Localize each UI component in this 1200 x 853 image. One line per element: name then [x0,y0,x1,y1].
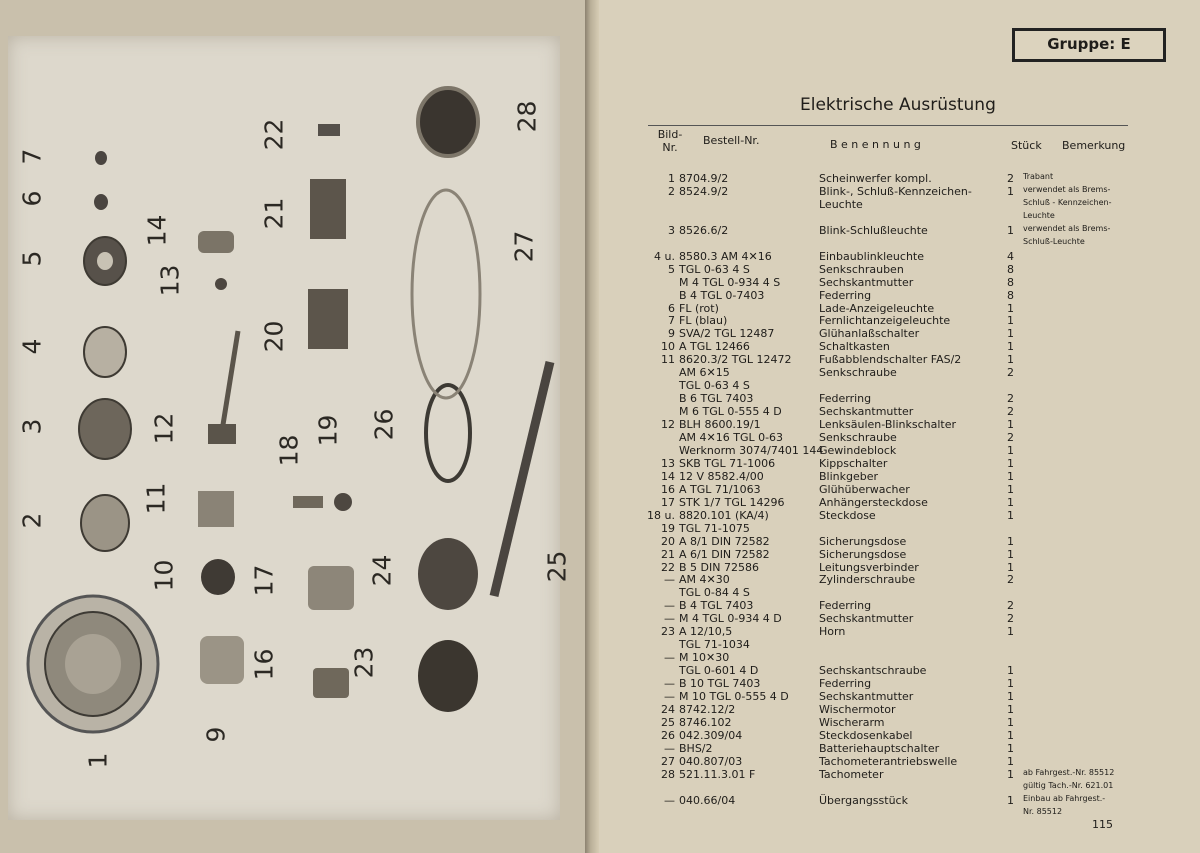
table-row [641,224,1141,237]
bemerkung-cell: verwendet als Brems- [1023,184,1111,194]
benennung-cell: Übergangsstück [819,793,908,807]
benennung-cell: Tachometerantriebswelle [819,754,958,768]
benennung-cell: Lade-Anzeigeleuchte [819,301,935,315]
page-number: 115 [1092,818,1113,831]
benennung-cell: Glühanlaßschalter [819,327,920,341]
bestell-cell: A 12/10,5 [679,625,733,639]
table-row [641,664,1141,677]
bild-cell: 5 [668,262,675,276]
part-label: 17 [249,564,279,597]
stueck-cell: 1 [1007,677,1014,691]
table-row [641,612,1141,625]
benennung-cell: Gewindeblock [819,443,897,457]
table-row [641,211,1141,224]
benennung-cell: Anhängersteckdose [819,495,928,509]
bemerkung-cell: Einbau ab Fahrgest.- [1023,793,1106,803]
table-row [641,457,1141,470]
bestell-cell: 8704.9/2 [679,172,729,185]
bemerkung-cell: gültig Tach.-Nr. 621.01 [1023,780,1114,790]
speedometer-shape [418,88,478,156]
table-row [641,651,1141,664]
table-row [641,483,1141,496]
part-label: 4 [17,338,47,355]
stueck-cell: 2 [1007,599,1014,613]
column-header-benennung: B e n e n n u n g [830,138,921,151]
bestell-cell: A 6/1 DIN 72582 [679,547,770,561]
benennung-cell: Sechskantmutter [819,275,914,289]
table-row [641,677,1141,690]
bild-cell: 24 [661,702,675,716]
bild-cell: 20 [661,534,675,548]
bild-cell: — [664,690,675,703]
stueck-cell: 1 [1007,223,1014,237]
bestell-cell: SVA/2 TGL 12487 [679,327,775,341]
bild-cell: 21 [661,547,675,561]
table-row [641,263,1141,276]
bild-cell: — [664,573,675,587]
table-row [641,444,1141,457]
table-row [641,250,1141,263]
bestell-cell: 040.66/04 [679,793,736,807]
part-label: 6 [17,190,47,207]
bild-cell: 26 [661,728,675,742]
table-row [641,573,1141,586]
bestell-cell: FL (blau) [679,314,728,328]
table-row [641,755,1141,768]
part-label: 12 [149,412,179,445]
benennung-cell: Tachometer [819,767,884,781]
part-label: 5 [17,250,47,267]
table-row [641,340,1141,353]
bestell-cell: 040.807/03 [679,754,743,768]
stueck-cell: 8 [1007,275,1014,289]
table-row [641,716,1141,729]
benennung-cell: Blink-Schlußleuchte [819,223,928,237]
part-label: 27 [509,230,539,263]
table-row [641,276,1141,289]
bestell-cell: M 4 TGL 0-934 4 D [679,612,782,626]
stueck-cell: 2 [1007,172,1014,185]
table-row [641,599,1141,612]
table-row [641,561,1141,574]
column-header-bemerkung: Bemerkung [1062,139,1126,152]
benennung-cell: Sechskantmutter [819,690,914,703]
bestell-cell: M 6 TGL 0-555 4 D [679,405,782,419]
speedo-cable-shape [412,190,480,398]
benennung-cell: Einbaublinkleuchte [819,249,925,263]
bild-cell: 6 [668,301,675,315]
bestell-cell: B 4 TGL 0-7403 [679,288,765,302]
bestell-cell: A TGL 71/1063 [679,482,761,496]
stueck-cell: 1 [1007,702,1014,716]
part-label: 3 [17,418,47,435]
part-label: 1 [83,752,113,769]
column-header-bestell: Bestell-Nr. [703,134,760,147]
bestell-cell: Werknorm 3074/7401 144 [679,443,824,457]
stueck-cell: 1 [1007,495,1014,509]
stueck-cell: 1 [1007,327,1014,341]
bestell-cell: M 10✕30 [679,651,730,665]
part-label: 9 [201,726,231,743]
stueck-cell: 1 [1007,301,1014,315]
parts-illustration [8,36,560,820]
bestell-cell: B 6 TGL 7403 [679,392,754,406]
benennung-cell: Fußabblendschalter FAS/2 [819,353,962,367]
stueck-cell: 8 [1007,262,1014,276]
bild-cell: 10 [661,340,675,354]
benennung-cell: Sechskantmutter [819,612,914,626]
stueck-cell: 1 [1007,456,1014,470]
bestell-cell: A 8/1 DIN 72582 [679,534,770,548]
part-label: 20 [259,320,289,353]
stueck-cell: 1 [1007,741,1014,755]
benennung-cell: Steckdose [819,508,876,522]
table-row [641,548,1141,561]
bild-cell: 22 [661,560,675,574]
benennung-cell: Fernlichtanzeigeleuchte [819,314,951,328]
table-row [641,392,1141,405]
bestell-cell: 042.309/04 [679,728,743,742]
stueck-cell: 1 [1007,353,1014,367]
horn-shape [418,640,478,712]
table-row [641,366,1141,379]
column-header-stueck: Stück [1011,139,1042,152]
bild-cell: — [664,612,675,626]
stueck-cell: 1 [1007,482,1014,496]
benennung-cell: Leuchte [819,197,863,211]
bild-cell: 17 [661,495,675,509]
bild-cell: 28 [661,767,675,781]
stueck-cell: 1 [1007,534,1014,548]
benennung-cell: Federring [819,677,872,691]
left-page-illustration [0,0,590,853]
part-label: 18 [274,434,304,467]
table-row [641,768,1141,781]
bemerkung-cell: Schluß - Kennzeichen- [1023,197,1112,207]
benennung-cell: Wischermotor [819,702,896,716]
benennung-cell: Batteriehauptschalter [819,741,940,755]
table-row [641,405,1141,418]
bild-cell: — [664,677,675,691]
part-label: 14 [142,214,172,247]
bild-cell: 1 [668,172,675,185]
table-row [641,742,1141,755]
bestell-cell: AM 6✕15 [679,366,730,380]
table-row [641,353,1141,366]
benennung-cell: Steckdosenkabel [819,728,913,742]
stueck-cell: 1 [1007,715,1014,729]
part-label: 26 [369,408,399,441]
book-gutter [585,0,599,853]
benennung-cell: Leitungsverbinder [819,560,919,574]
benennung-cell: Kippschalter [819,456,888,470]
table-row [641,690,1141,703]
bestell-cell: TGL 71-1075 [679,521,750,535]
socket-cable-shape [426,385,470,481]
stueck-cell: 4 [1007,249,1014,263]
bild-cell: 25 [661,715,675,729]
benennung-cell: Lenksäulen-Blinkschalter [819,418,957,432]
flasher-shape [198,231,234,253]
bestell-cell: A TGL 12466 [679,340,750,354]
bild-cell: 11 [661,353,675,367]
header-rule [648,125,1128,126]
table-row [641,496,1141,509]
part-label: 11 [141,482,171,515]
part-label: 13 [155,264,185,297]
stueck-cell: 2 [1007,405,1014,419]
bild-cell: 4 u. [654,249,675,263]
part-label: 21 [259,197,289,230]
bemerkung-cell: Nr. 85512 [1023,806,1063,816]
benennung-cell: Horn [819,625,846,639]
bestell-cell: 8742.12/2 [679,702,736,716]
table-row [641,729,1141,742]
part-label: 10 [149,559,179,592]
part-label: 23 [349,646,379,679]
table-row [641,781,1141,794]
bestell-cell: 8746.102 [679,715,732,729]
bild-cell: — [664,793,675,807]
bemerkung-cell: Trabant [1023,172,1054,181]
table-row [641,289,1141,302]
bild-cell: 2 [668,184,675,198]
table-row [641,172,1141,185]
bestell-cell: TGL 0-63 4 S [679,379,750,393]
bild-cell: 7 [668,314,675,328]
bestell-cell: 8524.9/2 [679,184,729,198]
stueck-cell: 1 [1007,728,1014,742]
bild-cell: 27 [661,754,675,768]
bestell-cell: FL (rot) [679,301,719,315]
stueck-cell: 1 [1007,560,1014,574]
bemerkung-cell: ab Fahrgest.-Nr. 85512 [1023,767,1115,777]
benennung-cell: Sicherungsdose [819,534,907,548]
table-row [641,302,1141,315]
bestell-cell: B 5 DIN 72586 [679,560,759,574]
bestell-cell: M 10 TGL 0-555 4 D [679,690,789,703]
table-row [641,703,1141,716]
group-label: Gruppe: E [1047,35,1131,53]
stueck-cell: 2 [1007,431,1014,444]
stueck-cell: 8 [1007,288,1014,302]
bestell-cell: 8820.101 (KA/4) [679,508,769,522]
bild-cell: 13 [661,456,675,470]
stueck-cell: 1 [1007,547,1014,561]
column-header-bild: Bild- Nr. [657,128,683,154]
bestell-cell: 521.11.3.01 F [679,767,756,781]
bild-cell: 23 [661,625,675,639]
table-row [641,379,1141,392]
stueck-cell: 1 [1007,664,1014,678]
table-row [641,314,1141,327]
bestell-cell: SKB TGL 71-1006 [679,456,776,470]
stueck-cell: 1 [1007,469,1014,483]
bild-cell: 9 [668,327,675,341]
benennung-cell: Blink-, Schluß-Kennzeichen- [819,184,972,198]
bemerkung-cell: Schluß-Leuchte [1023,236,1085,246]
bestell-cell: BLH 8600.19/1 [679,418,761,432]
stueck-cell: 1 [1007,625,1014,639]
bestell-cell: TGL 0-84 4 S [679,586,750,600]
benennung-cell: Federring [819,599,872,613]
stueck-cell: 2 [1007,366,1014,380]
benennung-cell: Senkschraube [819,431,897,444]
stueck-cell: 1 [1007,340,1014,354]
table-row [641,237,1141,250]
bild-cell: — [664,741,675,755]
stueck-cell: 1 [1007,443,1014,457]
benennung-cell: Senkschrauben [819,262,904,276]
bild-cell: 3 [668,223,675,237]
part-label: 22 [259,118,289,151]
benennung-cell: Schaltkasten [819,340,890,354]
bemerkung-cell: Leuchte [1023,210,1055,220]
stueck-cell: 1 [1007,754,1014,768]
stueck-cell: 1 [1007,184,1014,198]
part-label: 25 [542,550,572,583]
table-row [641,535,1141,548]
table-row [641,185,1141,198]
benennung-cell: Wischerarm [819,715,885,729]
table-row [641,418,1141,431]
benennung-cell: Blinkgeber [819,469,879,483]
table-row [641,470,1141,483]
part-label: 24 [367,554,397,587]
stueck-cell: 1 [1007,314,1014,328]
table-row [641,327,1141,340]
part-label: 7 [17,148,47,165]
table-row [641,522,1141,535]
benennung-cell: Senkschraube [819,366,897,380]
stueck-cell: 1 [1007,793,1014,807]
stueck-cell: 1 [1007,767,1014,781]
bild-cell: — [664,599,675,613]
table-row [641,794,1141,807]
bestell-cell: STK 1/7 TGL 14296 [679,495,785,509]
bild-cell: — [664,651,675,665]
bestell-cell: 12 V 8582.4/00 [679,469,764,483]
benennung-cell: Federring [819,288,872,302]
stueck-cell: 2 [1007,392,1014,406]
bild-cell: 18 u. 19 [647,508,675,535]
part-label: 16 [249,648,279,681]
bestell-cell: B 10 TGL 7403 [679,677,761,691]
bemerkung-cell: verwendet als Brems- [1023,223,1111,233]
stueck-cell: 1 [1007,690,1014,703]
table-row [641,807,1141,820]
bestell-cell: TGL 0-601 4 D [679,664,759,678]
bild-cell: 14 [661,469,675,483]
table-row [641,431,1141,444]
bestell-cell: 8620.3/2 TGL 12472 [679,353,792,367]
bestell-cell: TGL 0-63 4 S [679,262,750,276]
part-label: 2 [17,512,47,529]
bestell-cell: BHS/2 [679,741,713,755]
benennung-cell: Sicherungsdose [819,547,907,561]
bestell-cell: B 4 TGL 7403 [679,599,754,613]
table-row [641,198,1141,211]
table-row [641,625,1141,638]
part-label: 19 [313,414,343,447]
stueck-cell: 2 [1007,573,1014,587]
page-title: Elektrische Ausrüstung [800,95,996,115]
bestell-cell: M 4 TGL 0-934 4 S [679,275,781,289]
parts-plate [8,36,572,820]
stueck-cell: 1 [1007,418,1014,432]
stueck-cell: 1 [1007,508,1014,522]
bild-cell: 12 [661,418,675,432]
benennung-cell: Glühüberwacher [819,482,910,496]
table-row [641,586,1141,599]
stueck-cell: 2 [1007,612,1014,626]
bestell-cell: 8580.3 AM 4✕16 [679,249,772,263]
benennung-cell: Zylinderschraube [819,573,916,587]
benennung-cell: Scheinwerfer kompl. [819,172,932,185]
bestell-cell: AM 4✕30 [679,573,730,587]
bestell-cell: TGL 71-1034 [679,638,750,652]
benennung-cell: Sechskantschraube [819,664,927,678]
group-box [1012,28,1166,62]
benennung-cell: Sechskantmutter [819,405,914,419]
part-label: 28 [512,100,542,133]
table-row [641,638,1141,651]
bild-cell: 16 [661,482,675,496]
bestell-cell: 8526.6/2 [679,223,729,237]
bestell-cell: AM 4✕16 TGL 0-63 [679,431,784,444]
benennung-cell: Federring [819,392,872,406]
tail-lamp-shape [81,495,129,551]
